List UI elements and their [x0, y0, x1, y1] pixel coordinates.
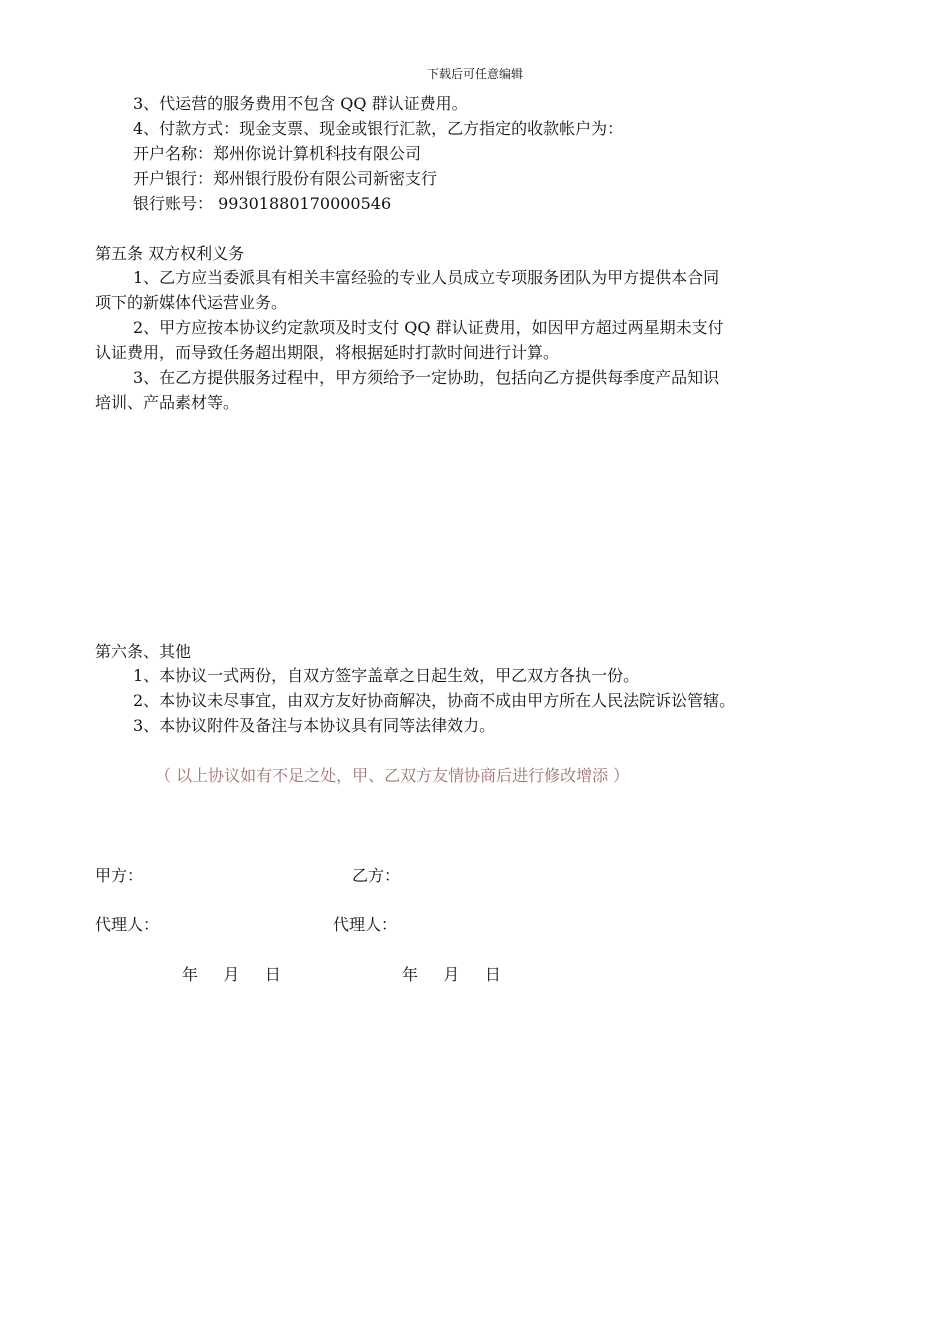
article6-line: 1、本协议一式两份，自双方签字盖章之日起生效，甲乙双方各执一份。 — [133, 666, 640, 685]
article5-line: 2、甲方应按本协议约定款项及时支付 QQ 群认证费用，如因甲方超过两星期未支付 — [133, 318, 724, 337]
article6-line: 2、本协议未尽事宜，由双方友好协商解决，协商不成由甲方所在人民法院诉讼管辖。 — [133, 691, 736, 710]
payment-item-4: 4、付款方式：现金支票、现金或银行汇款，乙方指定的收款帐户为： — [133, 119, 624, 138]
date-a: 年 月 日 — [182, 965, 281, 984]
account-number: 银行账号： 99301880170000546 — [133, 194, 392, 213]
article6-line: 3、本协议附件及备注与本协议具有同等法律效力。 — [133, 716, 496, 735]
party-a-label: 甲方： — [95, 866, 144, 885]
bank-name: 开户银行：郑州银行股份有限公司新密支行 — [133, 169, 438, 188]
payment-item-3: 3、代运营的服务费用不包含 QQ 群认证费用。 — [133, 94, 468, 113]
date-b: 年 月 日 — [402, 965, 501, 984]
party-b-label: 乙方： — [352, 866, 401, 885]
article5-line: 1、乙方应当委派具有相关丰富经验的专业人员成立专项服务团队为甲方提供本合同 — [133, 268, 720, 287]
article6-title: 第六条、其他 — [95, 642, 192, 661]
article5-line: 培训、产品素材等。 — [95, 393, 240, 412]
page-header: 下载后可任意编辑 — [426, 67, 523, 81]
article5-line: 认证费用，而导致任务超出期限，将根据延时打款时间进行计算。 — [95, 343, 560, 362]
article5-line: 项下的新媒体代运营业务。 — [95, 293, 288, 312]
agent-b-label: 代理人： — [333, 915, 398, 934]
article5-title: 第五条 双方权利义务 — [95, 244, 245, 263]
article5-line: 3、在乙方提供服务过程中，甲方须给予一定协助，包括向乙方提供每季度产品知识 — [133, 368, 720, 387]
account-name: 开户名称：郑州你说计算机科技有限公司 — [133, 144, 422, 163]
agent-a-label: 代理人： — [95, 915, 160, 934]
supplement-note: （ 以上协议如有不足之处，甲、乙双方友情协商后进行修改增添 ） — [155, 766, 630, 785]
